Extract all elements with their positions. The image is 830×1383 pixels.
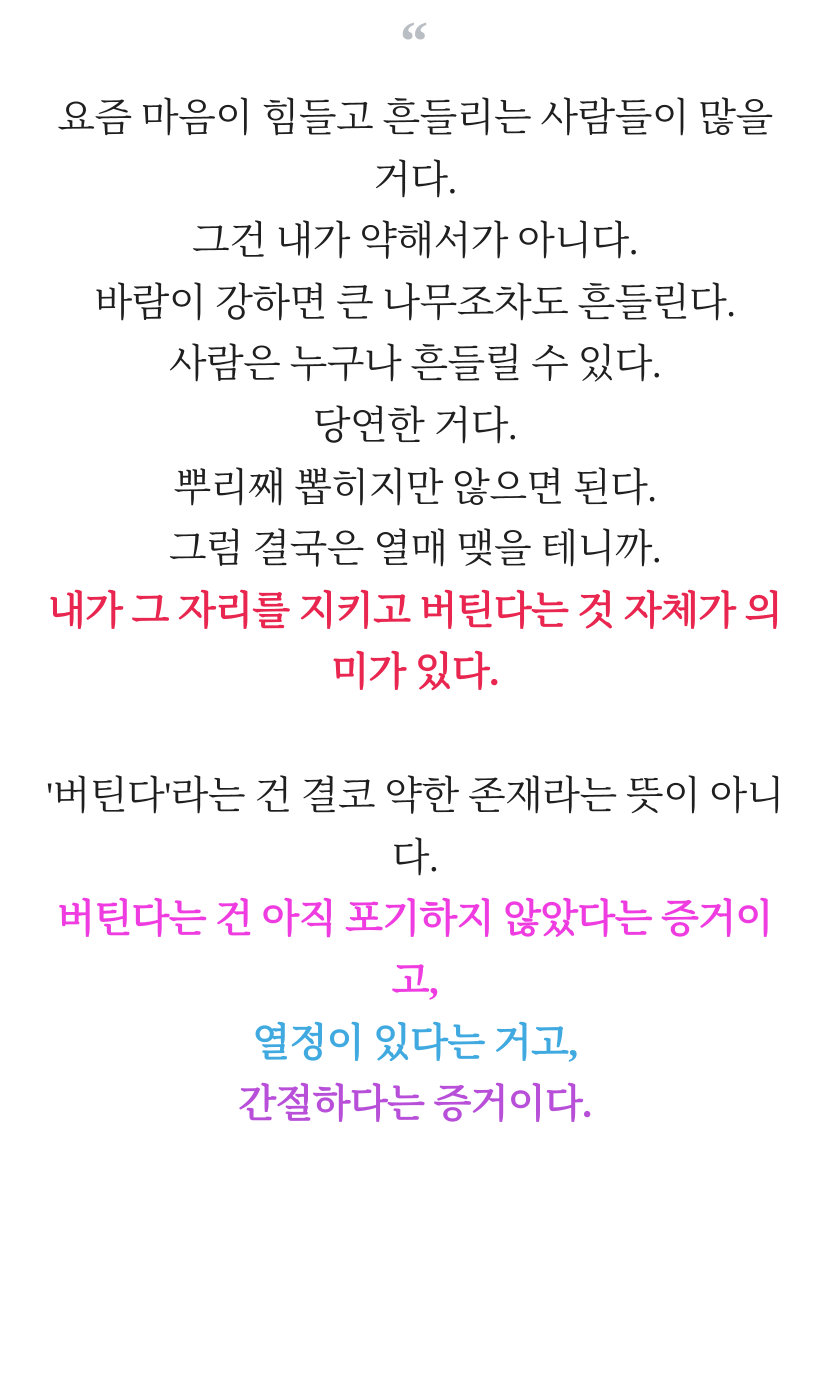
quote-line: 당연한 거다. <box>312 405 518 449</box>
quote-line-highlight-magenta: 버틴다는 건 아직 포기하지 않았다는 증거이고, <box>57 898 773 1003</box>
quote-line: 뿌리째 뽑히지만 않으면 된다. <box>173 466 657 510</box>
quote-line: '버틴다'라는 건 결코 약한 존재라는 뜻이 아니다. <box>46 775 784 880</box>
quote-line: 요즘 마음이 힘들고 흔들리는 사람들이 많을 거다. <box>57 97 773 202</box>
quote-body <box>46 88 784 1136</box>
quote-mark-icon: “ <box>400 11 430 73</box>
paragraph-block-2 <box>46 766 784 1136</box>
quote-line-highlight-blue: 열정이 있다는 거고, <box>252 1021 578 1065</box>
quote-line: 그건 내가 약해서가 아니다. <box>192 220 638 264</box>
quote-line-highlight-purple: 간절하다는 증거이다. <box>238 1083 592 1127</box>
quote-line: 그럼 결국은 열매 맺을 테니까. <box>168 528 662 572</box>
paragraph-block-1 <box>46 88 784 704</box>
quote-line: 사람은 누구나 흔들릴 수 있다. <box>168 343 662 387</box>
quote-line: 바람이 강하면 큰 나무조차도 흔들린다. <box>94 281 736 325</box>
paragraph-spacer <box>46 704 784 766</box>
quote-line-highlight-red: 내가 그 자리를 지키고 버틴다는 것 자체가 의미가 있다. <box>48 589 782 695</box>
